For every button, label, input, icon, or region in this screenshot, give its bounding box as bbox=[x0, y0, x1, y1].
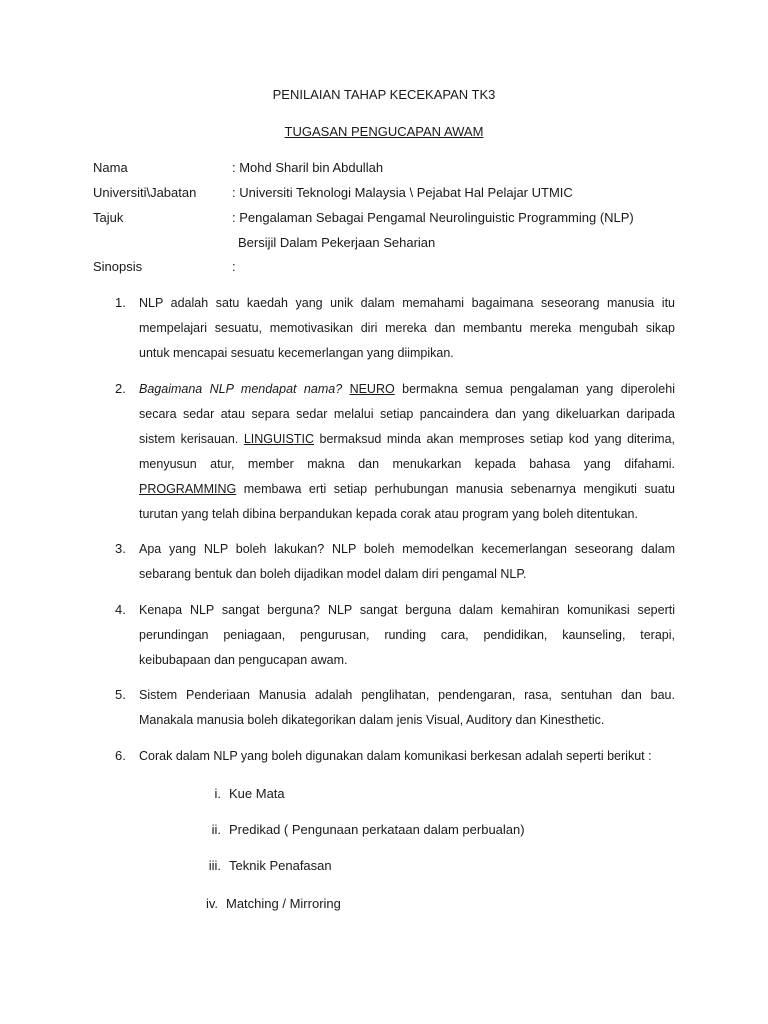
sublist-item-4 bbox=[192, 896, 341, 911]
text-fragment: sistem kerisauan. bbox=[139, 432, 244, 446]
term-linguistic: LINGUISTIC bbox=[243, 432, 314, 446]
sublist-item-1 bbox=[195, 786, 285, 801]
list-number: 5. bbox=[115, 687, 126, 702]
text-line: Sistem Penderiaan Manusia adalah penglihatan, pendengaran, rasa, sentuhan dan bau. bbox=[139, 688, 675, 702]
document-title: PENILAIAN TAHAP KECEKAPAN TK3 bbox=[272, 87, 496, 102]
text-line: NLP adalah satu kaedah yang unik dalam memahami bagaimana seseorang manusia itu bbox=[139, 296, 675, 310]
text-line: Kenapa NLP sangat berguna? NLP sangat berguna dalam kemahiran komunikasi seperti bbox=[139, 603, 675, 617]
info-label: Universiti\Jabatan bbox=[93, 185, 197, 200]
sublist-item-3 bbox=[195, 858, 332, 873]
text-line: untuk mencapai sesuatu kecemerlangan yang diimpikan. bbox=[139, 346, 454, 360]
info-label: Tajuk bbox=[93, 210, 124, 225]
text-fragment: bermaksud minda akan memproses setiap kod yang diterima, bbox=[314, 432, 675, 446]
sublist-text: Teknik Penafasan bbox=[229, 858, 332, 873]
info-value: Bersijil Dalam Pekerjaan Seharian bbox=[238, 235, 436, 250]
term-neuro: NEURO bbox=[349, 382, 395, 396]
sublist-item-2 bbox=[195, 822, 525, 837]
info-label: Sinopsis bbox=[93, 259, 143, 274]
list-item-text bbox=[139, 744, 675, 769]
text-line: Manakala manusia boleh dikategorikan dalam jenis Visual, Auditory dan Kinesthetic. bbox=[139, 713, 605, 727]
info-label: Nama bbox=[93, 160, 128, 175]
text-line: perundingan peniagaan, pengurusan, runding cara, pendidikan, kaunseling, terapi, bbox=[139, 628, 675, 642]
sublist-text: Kue Mata bbox=[229, 786, 285, 801]
text-line: sebarang bentuk dan boleh dijadikan model dalam diri pengamal NLP. bbox=[139, 567, 527, 581]
text-line bbox=[139, 377, 675, 402]
list-number: 3. bbox=[115, 541, 126, 556]
text-fragment: bermakna semua pengalaman yang diperolehi bbox=[394, 382, 675, 396]
info-value: : Pengalaman Sebagai Pengamal Neurolinguistic Programming (NLP) bbox=[232, 210, 634, 225]
document-subtitle: TUGASAN PENGUCAPAN AWAM bbox=[284, 124, 484, 139]
roman-numeral: ii. bbox=[211, 822, 221, 837]
info-value: : Universiti Teknologi Malaysia \ Pejabat Hal Pelajar UTMIC bbox=[232, 185, 573, 200]
text-line bbox=[139, 427, 675, 452]
info-value: : bbox=[232, 259, 236, 274]
list-item-text bbox=[139, 683, 675, 733]
text-line: Apa yang NLP boleh lakukan? NLP boleh memodelkan kecemerlangan seseorang dalam bbox=[139, 542, 675, 556]
question-text: Bagaimana NLP mendapat nama? bbox=[139, 382, 343, 396]
sublist-text: Predikad ( Pengunaan perkataan dalam perbualan) bbox=[229, 822, 525, 837]
list-number: 2. bbox=[115, 381, 126, 396]
text-fragment: membawa erti setiap perhubungan manusia sebenarnya mengikuti suatu bbox=[236, 482, 675, 496]
list-item-text bbox=[139, 377, 675, 527]
text-line: secara sedar atau separa sedar melalui setiap pancaindera dan yang dikeluarkan daripada bbox=[139, 407, 675, 421]
roman-numeral: i. bbox=[214, 786, 221, 801]
text-line: keibubapaan dan pengucapan awam. bbox=[139, 653, 348, 667]
term-programming: PROGRAMMING bbox=[139, 482, 237, 496]
text-line: menyusun atur, member makna dan menukarkan kepada bahasa yang difahami. bbox=[139, 457, 675, 471]
list-number: 6. bbox=[115, 748, 126, 763]
sublist-text: Matching / Mirroring bbox=[226, 896, 341, 911]
text-line: turutan yang telah dibina berpandukan kepada corak atau program yang boleh ditentukan. bbox=[139, 507, 638, 521]
list-number: 4. bbox=[115, 602, 126, 617]
text-line bbox=[139, 477, 675, 502]
roman-numeral: iii. bbox=[208, 858, 221, 873]
roman-numeral: iv. bbox=[205, 896, 218, 911]
list-item-text bbox=[139, 291, 675, 366]
list-item-text bbox=[139, 598, 675, 673]
info-value: : Mohd Sharil bin Abdullah bbox=[232, 160, 384, 175]
text-line: Corak dalam NLP yang boleh digunakan dalam komunikasi berkesan adalah seperti berikut : bbox=[139, 749, 652, 763]
text-line: mempelajari sesuatu, memotivasikan diri mereka dan membantu mereka mengubah sikap bbox=[139, 321, 675, 335]
list-item-text bbox=[139, 537, 675, 587]
list-number: 1. bbox=[115, 295, 126, 310]
